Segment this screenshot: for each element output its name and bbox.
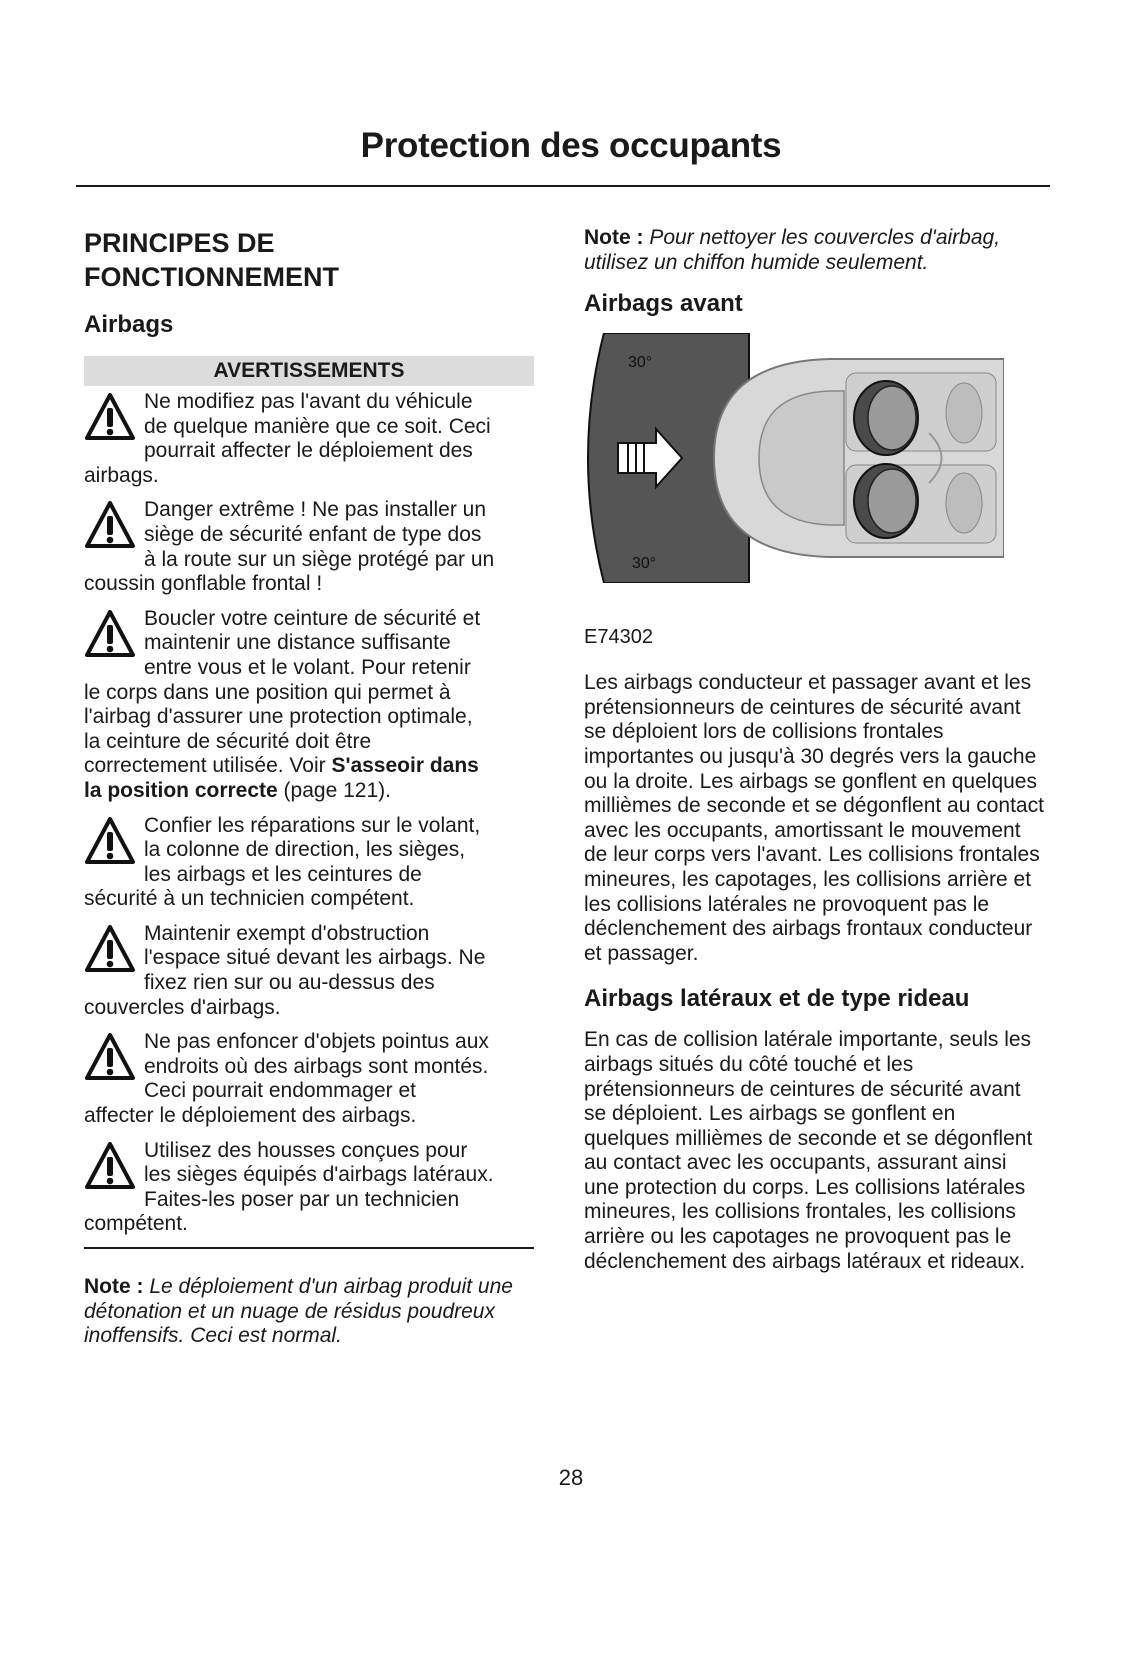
warning-item bbox=[84, 498, 534, 596]
warning-line: Ceci pourrait endommager et bbox=[144, 1079, 416, 1103]
note-label: Note : bbox=[584, 226, 644, 249]
warning-text-indented bbox=[84, 607, 534, 681]
warning-line: l'espace situé devant les airbags. Ne bbox=[144, 946, 486, 970]
warning-icon bbox=[84, 392, 136, 442]
warning-line: Faites-les poser par un technicien bbox=[144, 1187, 460, 1211]
warning-line: siège de sécurité enfant de type dos bbox=[144, 522, 482, 546]
warning-text-indented bbox=[84, 1030, 534, 1104]
warning-line: la ceinture de sécurité doit être bbox=[84, 729, 372, 753]
warning-line: de quelque manière que ce soit. Ceci bbox=[144, 414, 491, 438]
warning-icon bbox=[84, 1032, 136, 1082]
warning-text: correctement utilisée. Voir bbox=[84, 754, 332, 778]
warning-line: Danger extrême ! Ne pas installer un bbox=[144, 498, 486, 522]
front-airbag-diagram bbox=[584, 333, 1004, 583]
warning-icon bbox=[84, 924, 136, 974]
page-number: 28 bbox=[558, 1465, 584, 1490]
warning-line bbox=[84, 779, 534, 804]
warning-line bbox=[84, 754, 534, 779]
warning-line: la colonne de direction, les sièges, bbox=[144, 838, 466, 862]
warning-item bbox=[84, 922, 534, 1020]
warning-icon bbox=[84, 1141, 136, 1191]
warning-text-indented bbox=[84, 498, 534, 572]
front-airbags-heading: Airbags avant bbox=[584, 290, 743, 318]
page-title: Protection des occupants bbox=[360, 126, 782, 165]
warning-line: Maintenir exempt d'obstruction bbox=[144, 921, 430, 945]
warning-text-indented bbox=[84, 814, 534, 888]
angle-top-label: 30° bbox=[628, 354, 653, 372]
warning-line: couvercles d'airbags. bbox=[84, 995, 281, 1019]
warning-line: le corps dans une position qui permet à bbox=[84, 680, 451, 704]
warning-text-indented bbox=[84, 922, 534, 996]
warning-line: sécurité à un technicien compétent. bbox=[84, 887, 415, 911]
title-divider bbox=[76, 185, 1050, 187]
left-column bbox=[84, 226, 534, 1349]
warning-icon bbox=[84, 816, 136, 866]
warning-line: fixez rien sur ou au-dessus des bbox=[144, 971, 435, 995]
warning-line: l'airbag d'assurer une protection optimale, bbox=[84, 705, 473, 729]
warning-line: Ne pas enfoncer d'objets pointus aux bbox=[144, 1030, 489, 1054]
warning-line: compétent. bbox=[84, 1212, 188, 1236]
deployment-note bbox=[84, 1275, 534, 1349]
section-heading-line1: PRINCIPES DE bbox=[84, 228, 275, 258]
warning-icon bbox=[84, 609, 136, 659]
warning-line: à la route sur un siège protégé par un bbox=[144, 547, 495, 571]
side-airbags-text: En cas de collision latérale importante, seuls les airbags situés du côté touché et les prétensionneurs de ceintures de sécurité avant se déploient. Les airbags se gonflent en quelques millièmes de seconde et se dégonflent au contact avec les occupants, assurant ainsi une protection du corps. Les collisions latérales mineures, les collisions frontales, les collisions arrière ou les capotages ne provoquent pas le déclenchement des airbags latéraux et rideaux. bbox=[584, 1028, 1033, 1273]
warning-item bbox=[84, 390, 534, 488]
warning-line: Utilisez des housses conçues pour bbox=[144, 1138, 468, 1162]
warning-line: coussin gonflable frontal ! bbox=[84, 572, 323, 596]
warning-line: les airbags et les ceintures de bbox=[144, 862, 422, 886]
warning-line: entre vous et le volant. Pour retenir bbox=[144, 655, 471, 679]
note-label: Note : bbox=[84, 1275, 144, 1298]
warning-item bbox=[84, 607, 534, 804]
warning-line: affecter le déploiement des airbags. bbox=[84, 1104, 417, 1128]
section-heading-line2: FONCTIONNEMENT bbox=[84, 262, 339, 292]
figure-reference: E74302 bbox=[584, 626, 653, 649]
warning-line: airbags. bbox=[84, 463, 159, 487]
warning-line: maintenir une distance suffisante bbox=[144, 631, 451, 655]
warnings-title: AVERTISSEMENTS bbox=[84, 356, 534, 386]
warning-item bbox=[84, 814, 534, 912]
note-text: Le déploiement d'un airbag produit une détonation et un nuage de résidus poudreux inoffensifs. Ceci est normal. bbox=[84, 1275, 513, 1348]
cross-reference-link[interactable]: la position correcte bbox=[84, 778, 278, 802]
warning-item bbox=[84, 1139, 534, 1237]
warning-line: Confier les réparations sur le volant, bbox=[144, 813, 481, 837]
warning-icon bbox=[84, 500, 136, 550]
right-column bbox=[584, 226, 1044, 1274]
warning-text-indented bbox=[84, 1139, 534, 1213]
warning-line: les sièges équipés d'airbags latéraux. bbox=[144, 1163, 494, 1187]
warnings-list bbox=[84, 390, 534, 1237]
warning-item bbox=[84, 1030, 534, 1128]
cleaning-note bbox=[584, 226, 1044, 275]
page-reference: (page 121). bbox=[277, 778, 391, 802]
note-text: Pour nettoyer les couvercles d'airbag, utilisez un chiffon humide seulement. bbox=[584, 226, 1001, 274]
section-heading bbox=[84, 226, 534, 294]
cross-reference-link[interactable]: S'asseoir dans bbox=[331, 754, 479, 778]
warning-line: endroits où des airbags sont montés. bbox=[144, 1054, 489, 1078]
front-airbags-text: Les airbags conducteur et passager avant et les prétensionneurs de ceintures de sécurité avant se déploient lors de collisions frontales importantes ou jusqu'à 30 degrés vers la gauche ou la droite. Les airbags se gonflent en quelques millièmes de seconde et se dégonflent au contact avec les occupants, amortissant le mouvement de leur corps vers l'avant. Les collisions frontales mineures, les capotages, les collisions arrière et les collisions latérales ne provoquent pas le déclenchement des airbags frontaux conducteur et passager. bbox=[584, 671, 1044, 965]
warning-line: pourrait affecter le déploiement des bbox=[144, 439, 473, 463]
airbags-subheading: Airbags bbox=[84, 311, 174, 338]
warning-text-indented bbox=[84, 390, 534, 464]
warning-line: Ne modifiez pas l'avant du véhicule bbox=[144, 390, 473, 413]
warning-line: Boucler votre ceinture de sécurité et bbox=[144, 606, 481, 630]
angle-bottom-label: 30° bbox=[632, 555, 657, 573]
side-airbags-heading: Airbags latéraux et de type rideau bbox=[584, 985, 970, 1013]
